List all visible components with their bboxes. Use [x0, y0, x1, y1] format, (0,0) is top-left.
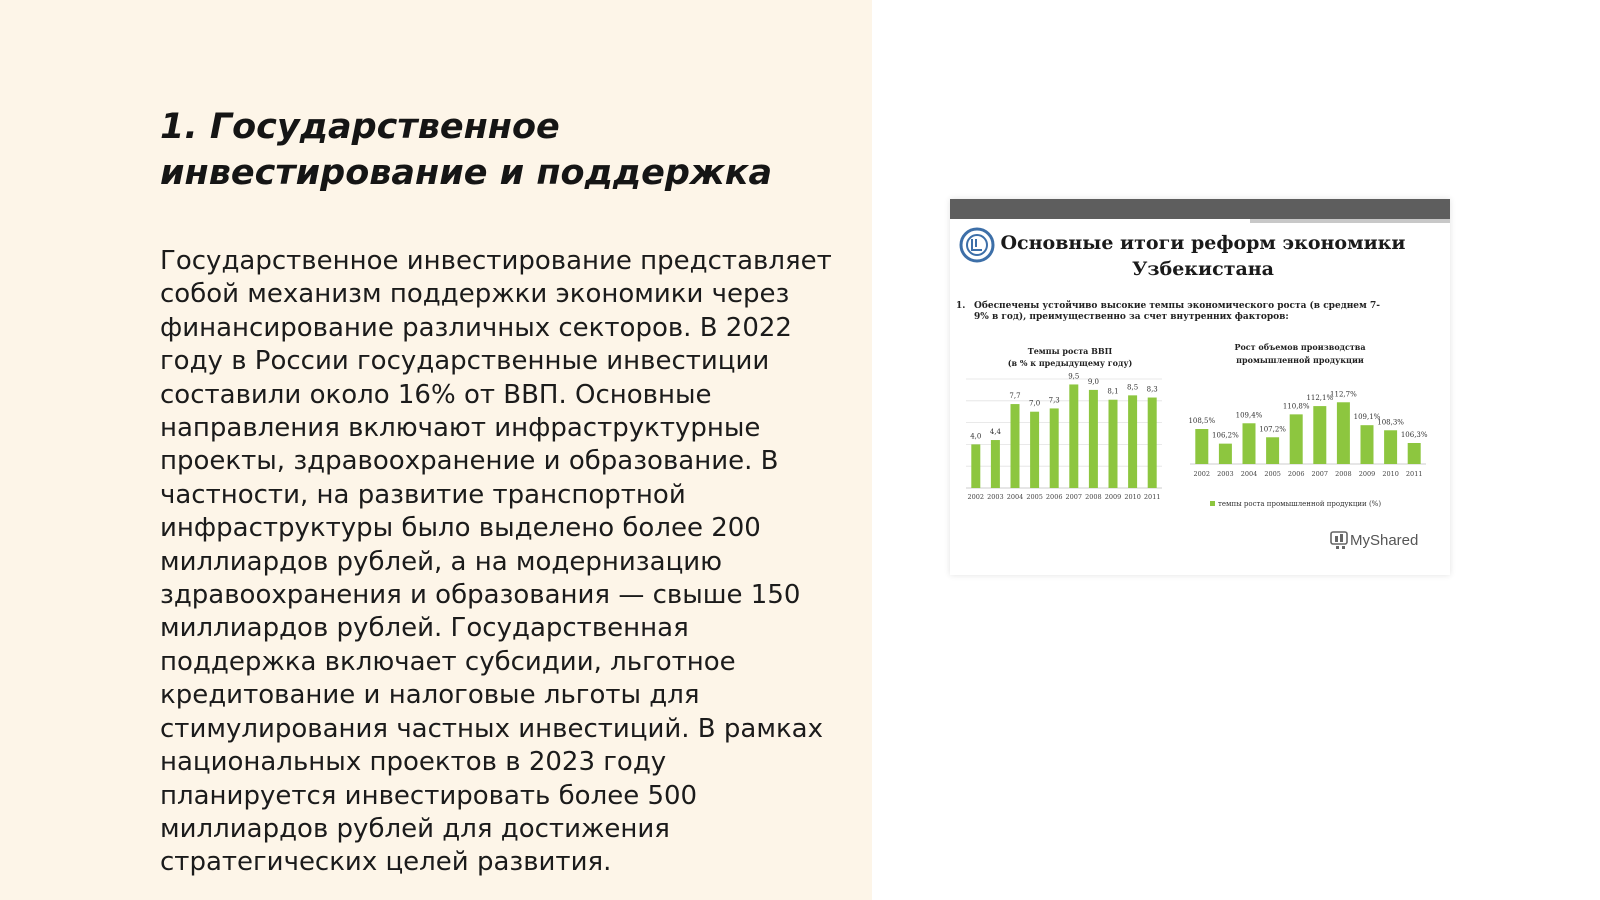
myshared-logo-icon	[1331, 532, 1347, 549]
chart1-bar	[1109, 400, 1118, 488]
embedded-point-line1: Обеспечены устойчиво высокие темпы экономического роста (в среднем 7-	[974, 301, 1380, 311]
chart1-bar	[991, 440, 1000, 488]
chart1-data-label: 7,7	[1009, 392, 1021, 401]
chart1-data-label: 4,0	[970, 432, 982, 441]
chart2-data-label: 112,7%	[1330, 390, 1357, 399]
university-logo-icon	[961, 229, 993, 261]
industrial-growth-chart	[1188, 342, 1427, 508]
chart2-bar	[1361, 425, 1374, 464]
chart2-year-label: 2003	[1217, 470, 1234, 478]
chart2-year-label: 2008	[1335, 470, 1352, 478]
chart2-data-label: 107,2%	[1259, 425, 1286, 434]
chart2-data-label: 109,1%	[1353, 413, 1381, 422]
chart1-year-label: 2002	[967, 493, 985, 501]
chart2-bar	[1266, 437, 1279, 464]
chart1-bar	[1089, 390, 1098, 488]
embedded-point-line2: 9% в год), преимущественно за счет внутренних факторов:	[974, 312, 1289, 322]
chart2-data-label: 110,8%	[1282, 402, 1310, 411]
chart2-data-label: 106,2%	[1212, 431, 1239, 440]
chart1-bar	[971, 444, 980, 488]
chart2-year-label: 2005	[1264, 470, 1281, 478]
chart1-year-label: 2003	[987, 493, 1004, 501]
chart1-data-label: 4,4	[989, 428, 1001, 437]
chart1-data-label: 9,5	[1068, 372, 1080, 381]
chart1-year-label: 2004	[1006, 493, 1024, 501]
chart2-year-label: 2009	[1358, 470, 1376, 478]
chart2-bar	[1408, 443, 1421, 464]
chart2-data-label: 106,3%	[1400, 431, 1428, 439]
chart2-bar	[1219, 444, 1232, 464]
chart1-bar	[1011, 404, 1020, 488]
chart1-year-label: 2011	[1143, 493, 1161, 501]
embedded-top-bar-shadow	[1250, 219, 1450, 223]
embedded-top-bar	[950, 199, 1450, 219]
chart2-year-label: 2004	[1240, 470, 1258, 478]
chart2-bar	[1290, 414, 1303, 464]
chart1-data-label: 7,0	[1029, 399, 1041, 408]
chart2-year-label: 2002	[1193, 470, 1211, 478]
chart2-subtitle: промышленной продукции	[1236, 355, 1364, 365]
chart1-data-label: 7,3	[1048, 396, 1060, 405]
chart2-bar	[1313, 406, 1326, 464]
chart1-data-label: 8,3	[1146, 385, 1158, 394]
chart1-data-label: 9,0	[1087, 377, 1099, 386]
embedded-slide-canvas	[950, 199, 1450, 575]
chart1-title: Темпы роста ВВП	[1027, 346, 1113, 356]
chart1-data-label: 8,5	[1127, 383, 1139, 392]
chart2-year-label: 2006	[1287, 470, 1305, 478]
embedded-point-number: 1.	[956, 301, 966, 311]
chart2-bar	[1195, 429, 1208, 464]
chart2-data-label: 108,3%	[1377, 418, 1404, 427]
embedded-title-line1: Основные итоги реформ экономики	[1000, 232, 1406, 254]
chart2-bar	[1243, 423, 1256, 464]
chart2-title: Рост объемов производства	[1234, 342, 1366, 352]
chart1-subtitle: (в % к предыдущему году)	[1007, 358, 1133, 368]
chart1-bar	[1030, 412, 1039, 488]
slide-title: 1. Государственное инвестирование и поддержка	[160, 107, 773, 193]
chart2-data-label: 112,1%	[1306, 394, 1334, 403]
chart1-year-label: 2009	[1104, 493, 1122, 501]
chart1-year-label: 2005	[1026, 493, 1043, 501]
slide-body-text: Государственное инвестирование представляет собой механизм поддержки экономики через финансирование различных секторов. В 2022 году в России государственные инвестиции составили около 16% от ВВП. Основные направления включают инфраструктурные проекты, здравоохранение и образование. В частности, на развитие транспортной инфраструктуры было выделено более 200 миллиардов рублей, а на модернизацию здравоохранения и образования — свыше 150 миллиардов рублей. Государственная поддержка включает субсидии, льготное кредитование и налоговые льготы для стимулирования частных инвестиций. В рамках национальных проектов в 2023 году планируется инвестировать более 500 миллиардов рублей для достижения стратегических целей развития.	[160, 246, 832, 878]
chart1-data-label: 8,1	[1107, 387, 1119, 396]
chart2-year-label: 2007	[1311, 470, 1329, 478]
chart2-year-label: 2010	[1382, 470, 1399, 478]
gdp-growth-chart	[966, 346, 1162, 501]
chart2-legend: темпы роста промышленной продукции (%)	[1218, 500, 1382, 508]
chart2-data-label: 108,5%	[1188, 417, 1216, 425]
chart2-legend-swatch	[1210, 501, 1215, 506]
chart2-year-label: 2011	[1405, 470, 1423, 478]
chart1-bar	[1050, 408, 1059, 488]
chart1-bar	[1128, 395, 1137, 488]
chart1-year-label: 2008	[1085, 493, 1102, 501]
embedded-title-line2: Узбекистана	[1132, 258, 1274, 280]
chart1-year-label: 2006	[1045, 493, 1063, 501]
chart2-bar	[1337, 402, 1350, 464]
chart1-bar	[1148, 398, 1157, 488]
chart1-year-label: 2007	[1065, 493, 1083, 501]
chart1-year-label: 2010	[1124, 493, 1141, 501]
chart2-bar	[1384, 430, 1397, 464]
chart1-bar	[1069, 384, 1078, 488]
embedded-slide-image	[950, 199, 1450, 575]
chart2-data-label: 109,4%	[1235, 411, 1263, 420]
myshared-watermark: MyShared	[1350, 532, 1419, 549]
